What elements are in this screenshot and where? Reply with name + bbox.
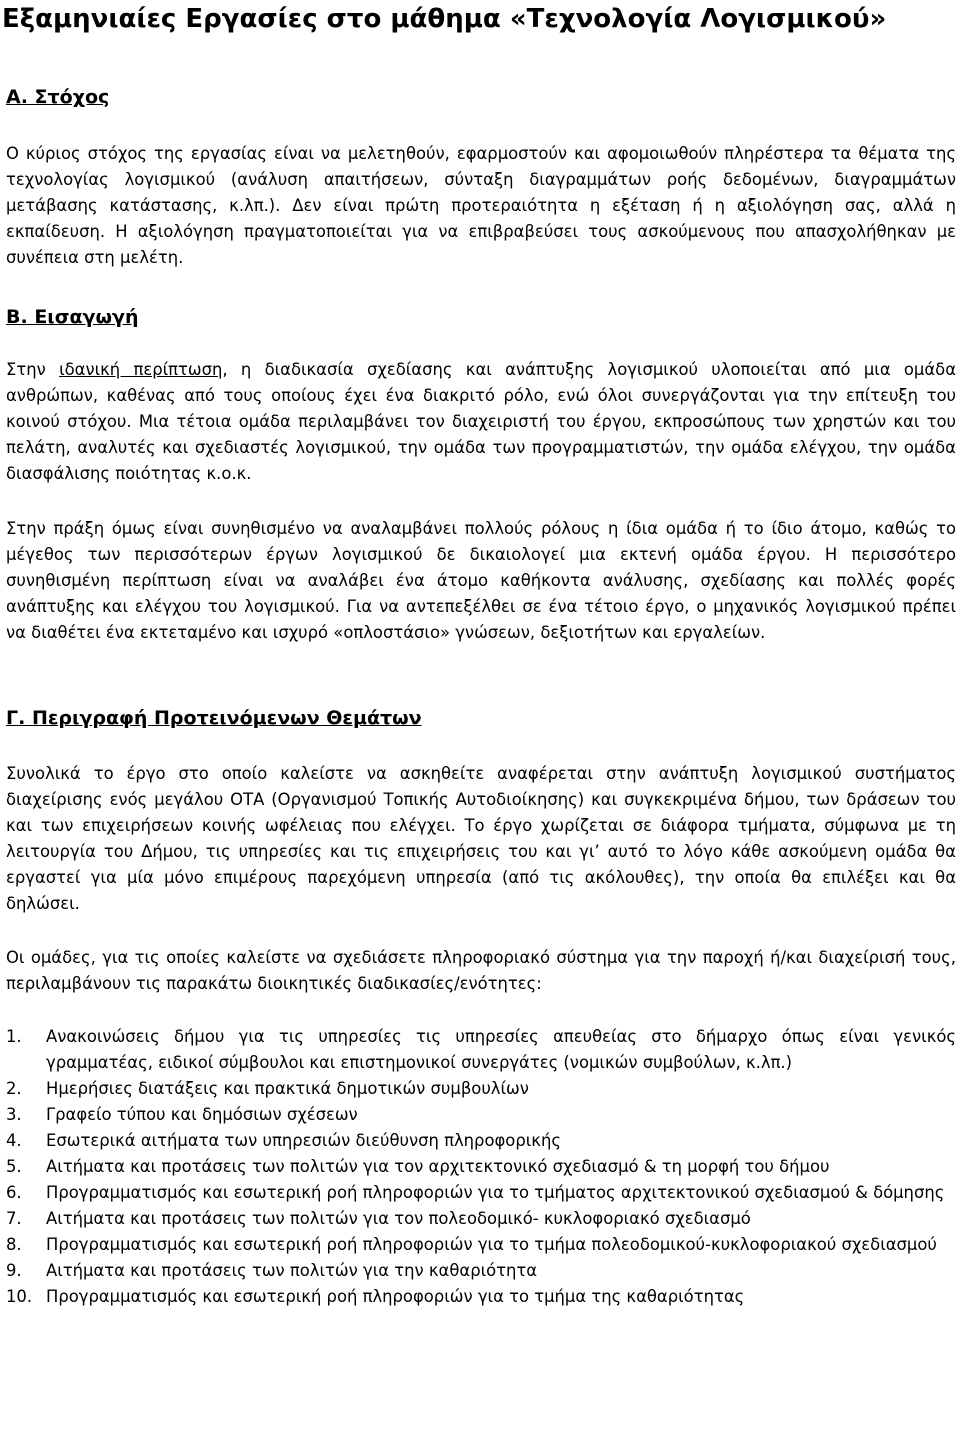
- section-b-p1-start: Στην: [6, 360, 60, 379]
- list-item: [6, 1284, 956, 1310]
- list-item-text: Προγραμματισμός και εσωτερική ροή πληροφοριών για το τμήμα πολεοδομικού-κυκλοφοριακού σχεδιασμού: [46, 1235, 937, 1254]
- list-item-number: 8.: [6, 1235, 22, 1254]
- section-a-heading: Α. Στόχος: [6, 86, 110, 108]
- section-b-p1-end: , η διαδικασία σχεδίασης και ανάπτυξης λογισμικού υλοποιείται από μια ομάδα ανθρώπων, καθένας από τους οποίους έχει ένα διακριτό ρόλο, ενώ όλοι συνεργάζονται για την επίτευξη του κοινού στόχου. Μια τέτοια ομάδα περιλαμβάνει τον διαχειριστή του έργου, εκπροσώπους των χρηστών και του πελάτη, αναλυτές και σχεδιαστές λογισμικού, την ομάδα των προγραμματιστών, την ομάδα ελέγχου, την ομάδα διασφάλισης ποιότητας κ.ο.κ.: [6, 360, 956, 483]
- list-item: [6, 1206, 956, 1232]
- document-title: Εξαμηνιαίες Εργασίες στο μάθημα «Τεχνολογία Λογισμικού»: [2, 4, 887, 34]
- section-b-paragraph-2: Στην πράξη όμως είναι συνηθισμένο να αναλαμβάνει πολλούς ρόλους η ίδια ομάδα ή το ίδιο άτομο, καθώς το μέγεθος των περισσότερων έργων λογισμικού δε δικαιολογεί μια εκτενή ομάδα έργου. Η περισσότερο συνηθισμένη περίπτωση είναι να αναλάβει ένα άτομο καθήκοντα ανάλυσης, σχεδίασης και πολλές φορές ανάπτυξης και ελέγχου του λογισμικού. Για να αντεπεξέλθει σε ένα τέτοιο έργο, ο μηχανικός λογισμικού πρέπει να διαθέτει ένα εκτεταμένο και ισχυρό «οπλοστάσιο» γνώσεων, δεξιοτήτων και εργαλείων.: [6, 519, 956, 642]
- list-item-text: Προγραμματισμός και εσωτερική ροή πληροφοριών για το τμήματος αρχιτεκτονικού σχεδιασμού & δόμησης: [46, 1183, 945, 1202]
- list-item-text: Γραφείο τύπου και δημόσιων σχέσεων: [46, 1105, 358, 1124]
- section-b-p1-underlined: ιδανική περίπτωση: [59, 360, 223, 379]
- section-b-heading: Β. Εισαγωγή: [6, 306, 139, 328]
- list-item: [6, 1102, 956, 1128]
- list-item: [6, 1258, 956, 1284]
- list-item-number: 3.: [6, 1105, 22, 1124]
- list-item: [6, 1076, 956, 1102]
- list-item-number: 1.: [6, 1027, 22, 1046]
- list-item-number: 2.: [6, 1079, 22, 1098]
- list-item-number: 10.: [6, 1287, 33, 1306]
- list-item-text: Ημερήσιες διατάξεις και πρακτικά δημοτικών συμβουλίων: [46, 1079, 529, 1098]
- services-list: [6, 1024, 956, 1310]
- list-item: [6, 1180, 956, 1206]
- list-item-number: 5.: [6, 1157, 22, 1176]
- list-item-text: Αιτήματα και προτάσεις των πολιτών για τον αρχιτεκτονικό σχεδιασμό & τη μορφή του δήμου: [46, 1157, 830, 1176]
- list-item: [6, 1024, 956, 1076]
- section-c-paragraph-2: Οι ομάδες, για τις οποίες καλείστε να σχεδιάσετε πληροφοριακό σύστημα για την παροχή ή/και διαχείρισή τους, περιλαμβάνουν τις παρακάτω διοικητικές διαδικασίες/ενότητες:: [6, 948, 956, 993]
- list-item-number: 4.: [6, 1131, 22, 1150]
- list-item: [6, 1128, 956, 1154]
- list-item: [6, 1232, 956, 1258]
- list-item-number: 7.: [6, 1209, 22, 1228]
- list-item-text: Εσωτερικά αιτήματα των υπηρεσιών διεύθυνση πληροφορικής: [46, 1131, 561, 1150]
- list-item: [6, 1154, 956, 1180]
- list-item-number: 6.: [6, 1183, 22, 1202]
- section-c-paragraph-1: Συνολικά το έργο στο οποίο καλείστε να ασκηθείτε αναφέρεται στην ανάπτυξη λογισμικού συστήματος διαχείρισης ενός μεγάλου ΟΤΑ (Οργανισμού Τοπικής Αυτοδιοίκησης) και συγκεκριμένα δήμου, των δράσεων του και των επιχειρήσεων κοινής ωφέλειας που ελέγχει. Το έργο χωρίζεται σε διάφορα τμήματα, σύμφωνα με τη λειτουργία του Δήμου, τις υπηρεσίες και τις επιχειρήσεις του και γι’ αυτό το λόγο κάθε ασκούμενη ομάδα θα εργαστεί για μία μόνο επιμέρους παρεχόμενη υπηρεσία (από τις ακόλουθες), την οποία θα επιλέξει και θα δηλώσει.: [6, 764, 956, 913]
- list-item-text: Ανακοινώσεις δήμου για τις υπηρεσίες τις υπηρεσίες απευθείας στο δήμαρχο όπως είναι γενικός γραμματέας, ειδικοί σύμβουλοι και επιστημονικοί συνεργάτες (νομικών συμβούλων, κ.λπ.): [46, 1027, 956, 1072]
- list-item-text: Προγραμματισμός και εσωτερική ροή πληροφοριών για το τμήμα της καθαριότητας: [46, 1287, 745, 1306]
- section-c-heading: Γ. Περιγραφή Προτεινόμενων Θεμάτων: [6, 707, 422, 729]
- list-item-text: Αιτήματα και προτάσεις των πολιτών για την καθαριότητα: [46, 1261, 538, 1280]
- list-item-text: Αιτήματα και προτάσεις των πολιτών για τον πολεοδομικό- κυκλοφοριακό σχεδιασμό: [46, 1209, 751, 1228]
- section-a-paragraph: Ο κύριος στόχος της εργασίας είναι να μελετηθούν, εφαρμοστούν και αφομοιωθούν πληρέστερα τα θέματα της τεχνολογίας λογισμικού (ανάλυση απαιτήσεων, σύνταξη διαγραμμάτων ροής δεδομένων, διαγραμμάτων μετάβασης κατάστασης, κ.λπ.). Δεν είναι πρώτη προτεραιότητα η εξέταση ή η αξιολόγηση σας, αλλά η εκπαίδευση. Η αξιολόγηση πραγματοποιείται για να επιβραβεύσει τους ασκούμενους που απασχολήθηκαν με συνέπεια στη μελέτη.: [6, 144, 956, 267]
- section-b-paragraph-1: [6, 357, 956, 487]
- list-item-number: 9.: [6, 1261, 22, 1280]
